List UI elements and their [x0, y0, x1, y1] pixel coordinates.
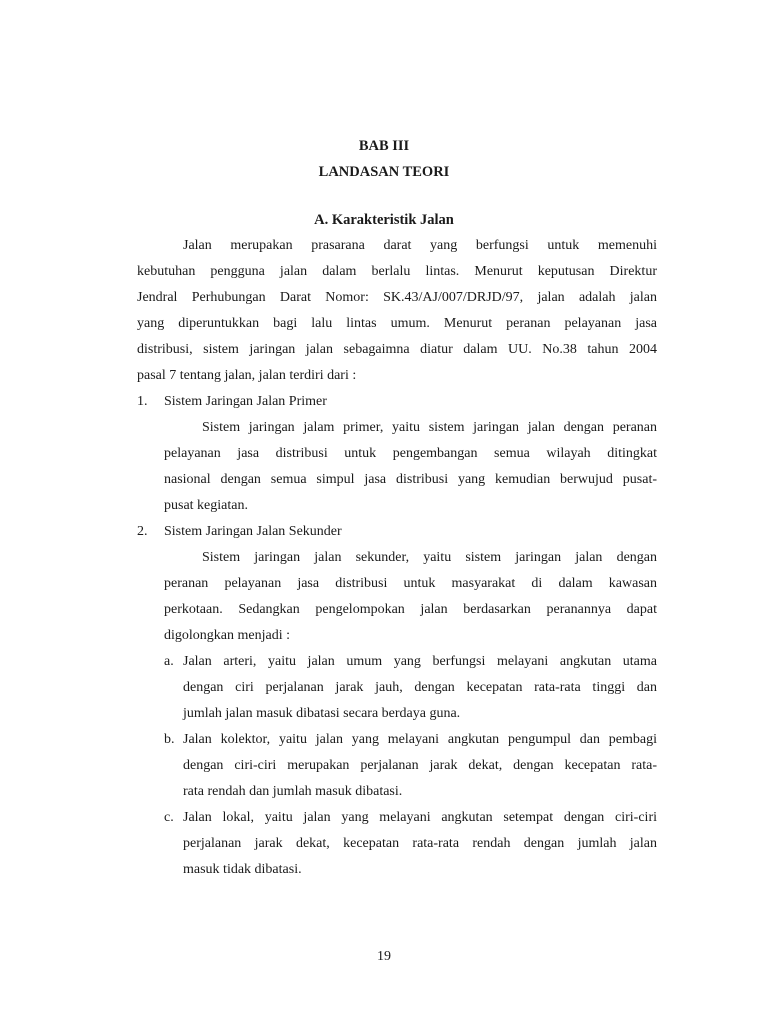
list-body-line: digolongkan menjadi :: [164, 628, 290, 643]
list-body-line: Sistem jaringan jalam primer, yaitu sistem jaringan jalan dengan peranan: [202, 420, 657, 435]
list-body-line: pusat kegiatan.: [164, 498, 248, 513]
sublist-line: dengan ciri-ciri merupakan perjalanan jarak dekat, dengan kecepatan rata-: [183, 758, 657, 773]
list-marker: 2.: [137, 524, 148, 539]
chapter-label: BAB III: [358, 138, 410, 154]
sublist-marker: c.: [164, 810, 174, 825]
section-title: A. Karakteristik Jalan: [314, 212, 454, 228]
chapter-title: LANDASAN TEORI: [318, 164, 450, 180]
list-body-line: peranan pelayanan jasa distribusi untuk masyarakat di dalam kawasan: [164, 576, 657, 591]
paragraph-line: Jendral Perhubungan Darat Nomor: SK.43/AJ/007/DRJD/97, jalan adalah jalan: [137, 290, 657, 305]
list-marker: 1.: [137, 394, 148, 409]
list-heading: Sistem Jaringan Jalan Primer: [164, 394, 327, 409]
list-body-line: perkotaan. Sedangkan pengelompokan jalan berdasarkan peranannya dapat: [164, 602, 657, 617]
page-number: 19: [377, 949, 391, 964]
sublist-marker: a.: [164, 654, 174, 669]
sublist-line: Jalan kolektor, yaitu jalan yang melayani angkutan pengumpul dan pembagi: [183, 732, 657, 747]
sublist-line: jumlah jalan masuk dibatasi secara berdaya guna.: [183, 706, 461, 721]
paragraph-line: pasal 7 tentang jalan, jalan terdiri dari :: [137, 368, 357, 383]
sublist-line: masuk tidak dibatasi.: [183, 862, 302, 877]
sublist-line: Jalan arteri, yaitu jalan umum yang berfungsi melayani angkutan utama: [183, 654, 657, 669]
sublist-line: dengan ciri perjalanan jarak jauh, dengan kecepatan rata-rata tinggi dan: [183, 680, 657, 695]
sublist-marker: b.: [164, 732, 175, 747]
sublist-line: perjalanan jarak dekat, kecepatan rata-rata rendah dengan jumlah jalan: [183, 836, 657, 851]
sublist-line: rata rendah dan jumlah masuk dibatasi.: [183, 784, 403, 799]
paragraph-line: kebutuhan pengguna jalan dalam berlalu lintas. Menurut keputusan Direktur: [137, 264, 657, 279]
paragraph-line: Jalan merupakan prasarana darat yang berfungsi untuk memenuhi: [183, 238, 657, 253]
sublist-line: Jalan lokal, yaitu jalan yang melayani angkutan setempat dengan ciri-ciri: [183, 810, 657, 825]
paragraph-line: distribusi, sistem jaringan jalan sebagaimna diatur dalam UU. No.38 tahun 2004: [137, 342, 657, 357]
paragraph-line: yang diperuntukkan bagi lalu lintas umum. Menurut peranan pelayanan jasa: [137, 316, 657, 331]
list-body-line: nasional dengan semua simpul jasa distribusi yang kemudian berwujud pusat-: [164, 472, 657, 487]
list-body-line: pelayanan jasa distribusi untuk pengembangan semua wilayah ditingkat: [164, 446, 657, 461]
list-body-line: Sistem jaringan jalan sekunder, yaitu sistem jaringan jalan dengan: [202, 550, 657, 565]
list-heading: Sistem Jaringan Jalan Sekunder: [164, 524, 342, 539]
